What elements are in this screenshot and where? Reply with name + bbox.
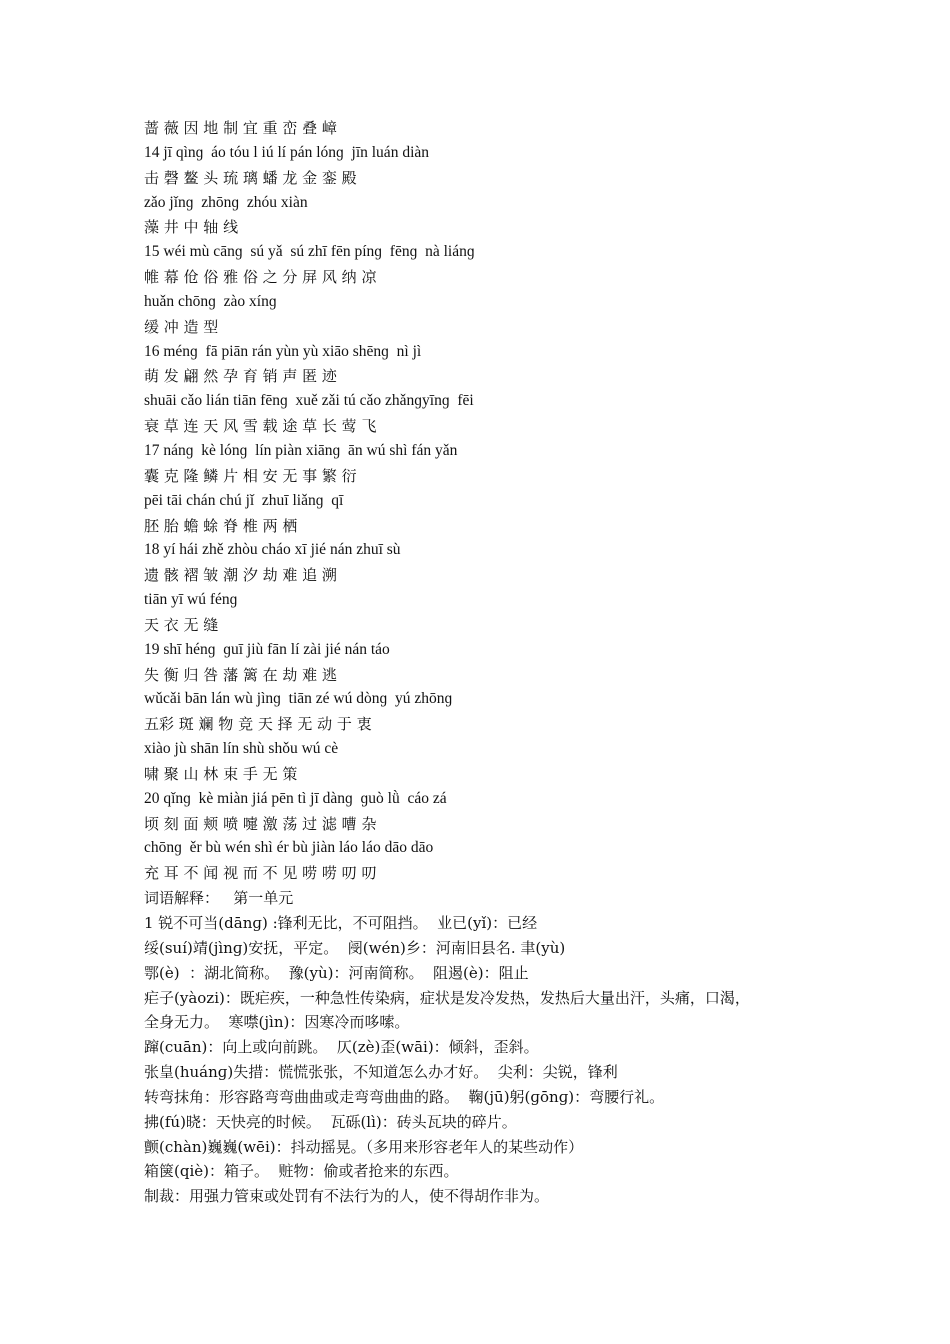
pinyin-line: shuāi cǎo lián tiān fēnɡ xuě zǎi tú cǎo zhǎnɡyīnɡ fēi <box>144 392 474 410</box>
pinyin-line: 17 nánɡ kè lónɡ lín piàn xiānɡ ān wú shì fán yǎn <box>144 441 458 459</box>
pinyin-line: 16 ménɡ fā piān rán yùn yù xiāo shēnɡ nì jì <box>144 342 422 360</box>
pinyin-line: 19 shī hénɡ ɡuī jiù fān lí zài jié nán táo <box>144 640 390 658</box>
hanzi-line: 缓 冲 造 型 <box>144 317 219 336</box>
pinyin-line: tiān yī wú fénɡ <box>144 591 238 609</box>
definition-line: 绥(suí)靖(jìnɡ)安抚，平定。 阌(wén)乡：河南旧县名. 聿(yù) <box>144 938 566 957</box>
hanzi-line: 失 衡 归 咎 藩 篱 在 劫 难 逃 <box>144 665 337 684</box>
pinyin-line: 15 wéi mù cānɡ sú yǎ sú zhī fēn pínɡ fēnɡ nà liánɡ <box>144 243 475 261</box>
definition-line: 转弯抹角：形容路弯弯曲曲或走弯弯曲曲的路。 鞠(jū)躬(ɡōnɡ)：弯腰行礼。 <box>144 1087 665 1106</box>
hanzi-line: 啸 聚 山 林 束 手 无 策 <box>144 764 298 783</box>
pinyin-line: 14 jī qìnɡ áo tóu l iú lí pán lónɡ jīn luán diàn <box>144 143 430 161</box>
definition-line: 鄂(è) ：湖北简称。 豫(yù)：河南简称。 阻遏(è)：阻止 <box>144 963 529 982</box>
hanzi-line: 蔷 薇 因 地 制 宜 重 峦 叠 嶂 <box>144 119 337 137</box>
pinyin-line: 18 yí hái zhě zhòu cháo xī jié nán zhuī sù <box>144 541 401 559</box>
definition-line: 拂(fú)晓：天快亮的时候。 瓦砾(lì)：砖头瓦块的碎片。 <box>144 1112 517 1131</box>
hanzi-line: 萌 发 翩 然 孕 育 销 声 匿 迹 <box>144 367 337 386</box>
pinyin-line: 20 qǐnɡ kè miàn jiá pēn tì jī dànɡ ɡuò lǜ cáo zá <box>144 789 447 807</box>
hanzi-line: 胚 胎 蟾 蜍 脊 椎 两 栖 <box>144 516 298 535</box>
section-heading: 词语解释： 第一单元 <box>144 889 294 908</box>
definition-line: 张皇(huánɡ)失措：慌慌张张，不知道怎么办才好。 尖利：尖锐，锋利 <box>144 1063 618 1082</box>
pinyin-line: huǎn chōnɡ zào xínɡ <box>144 292 277 310</box>
hanzi-line: 囊 克 隆 鳞 片 相 安 无 事 繁 衍 <box>144 466 357 485</box>
definition-line: 全身无力。 寒噤(jìn)：因寒冷而哆嗦。 <box>144 1013 410 1032</box>
hanzi-line: 充 耳 不 闻 视 而 不 见 唠 唠 叨 叨 <box>144 864 377 883</box>
document-body <box>144 116 844 1209</box>
hanzi-line: 顷 刻 面 颊 喷 嚏 激 荡 过 滤 嘈 杂 <box>144 814 377 833</box>
definition-line: 疟子(yàozi)：既疟疾，一种急性传染病，症状是发冷发热，发热后大量出汗，头痛，口渴， <box>144 988 750 1007</box>
pinyin-line: xiào jù shān lín shù shǒu wú cè <box>144 740 339 758</box>
hanzi-line: 天 衣 无 缝 <box>144 615 219 634</box>
definition-line: 1 锐不可当(dānɡ) :锋利无比，不可阻挡。 业已(yǐ)：已经 <box>144 914 538 932</box>
pinyin-line: wǔcǎi bān lán wù jìnɡ tiān zé wú dònɡ yú zhōnɡ <box>144 690 453 708</box>
definition-line: 蹿(cuān)：向上或向前跳。 仄(zè)歪(wāi)：倾斜，歪斜。 <box>144 1038 539 1057</box>
hanzi-line: 击 磬 鳌 头 琉 璃 蟠 龙 金 銮 殿 <box>144 168 357 187</box>
definition-line: 颤(chàn)巍巍(wēi)：抖动摇晃。（多用来形容老年人的某些动作） <box>144 1137 584 1156</box>
pinyin-line: pēi tāi chán chú jǐ zhuī liǎnɡ qī <box>144 491 344 509</box>
hanzi-line: 藻 井 中 轴 线 <box>144 218 239 237</box>
definition-line: 制裁：用强力管束或处罚有不法行为的人，使不得胡作非为。 <box>144 1187 550 1206</box>
hanzi-line: 遗 骸 褶 皱 潮 汐 劫 难 追 溯 <box>144 566 337 585</box>
pinyin-line: zǎo jǐnɡ zhōnɡ zhóu xiàn <box>144 193 308 211</box>
pinyin-line: chōnɡ ěr bù wén shì ér bù jiàn láo láo dāo dāo <box>144 839 434 857</box>
hanzi-line: 五彩 斑 斓 物 竞 天 择 无 动 于 衷 <box>144 715 372 734</box>
definition-line: 箱箧(qiè)：箱子。 赃物：偷或者抢来的东西。 <box>144 1162 459 1181</box>
hanzi-line: 衰 草 连 天 风 雪 载 途 草 长 莺 飞 <box>144 417 377 436</box>
hanzi-line: 帷 幕 伧 俗 雅 俗 之 分 屏 风 纳 凉 <box>144 268 377 287</box>
